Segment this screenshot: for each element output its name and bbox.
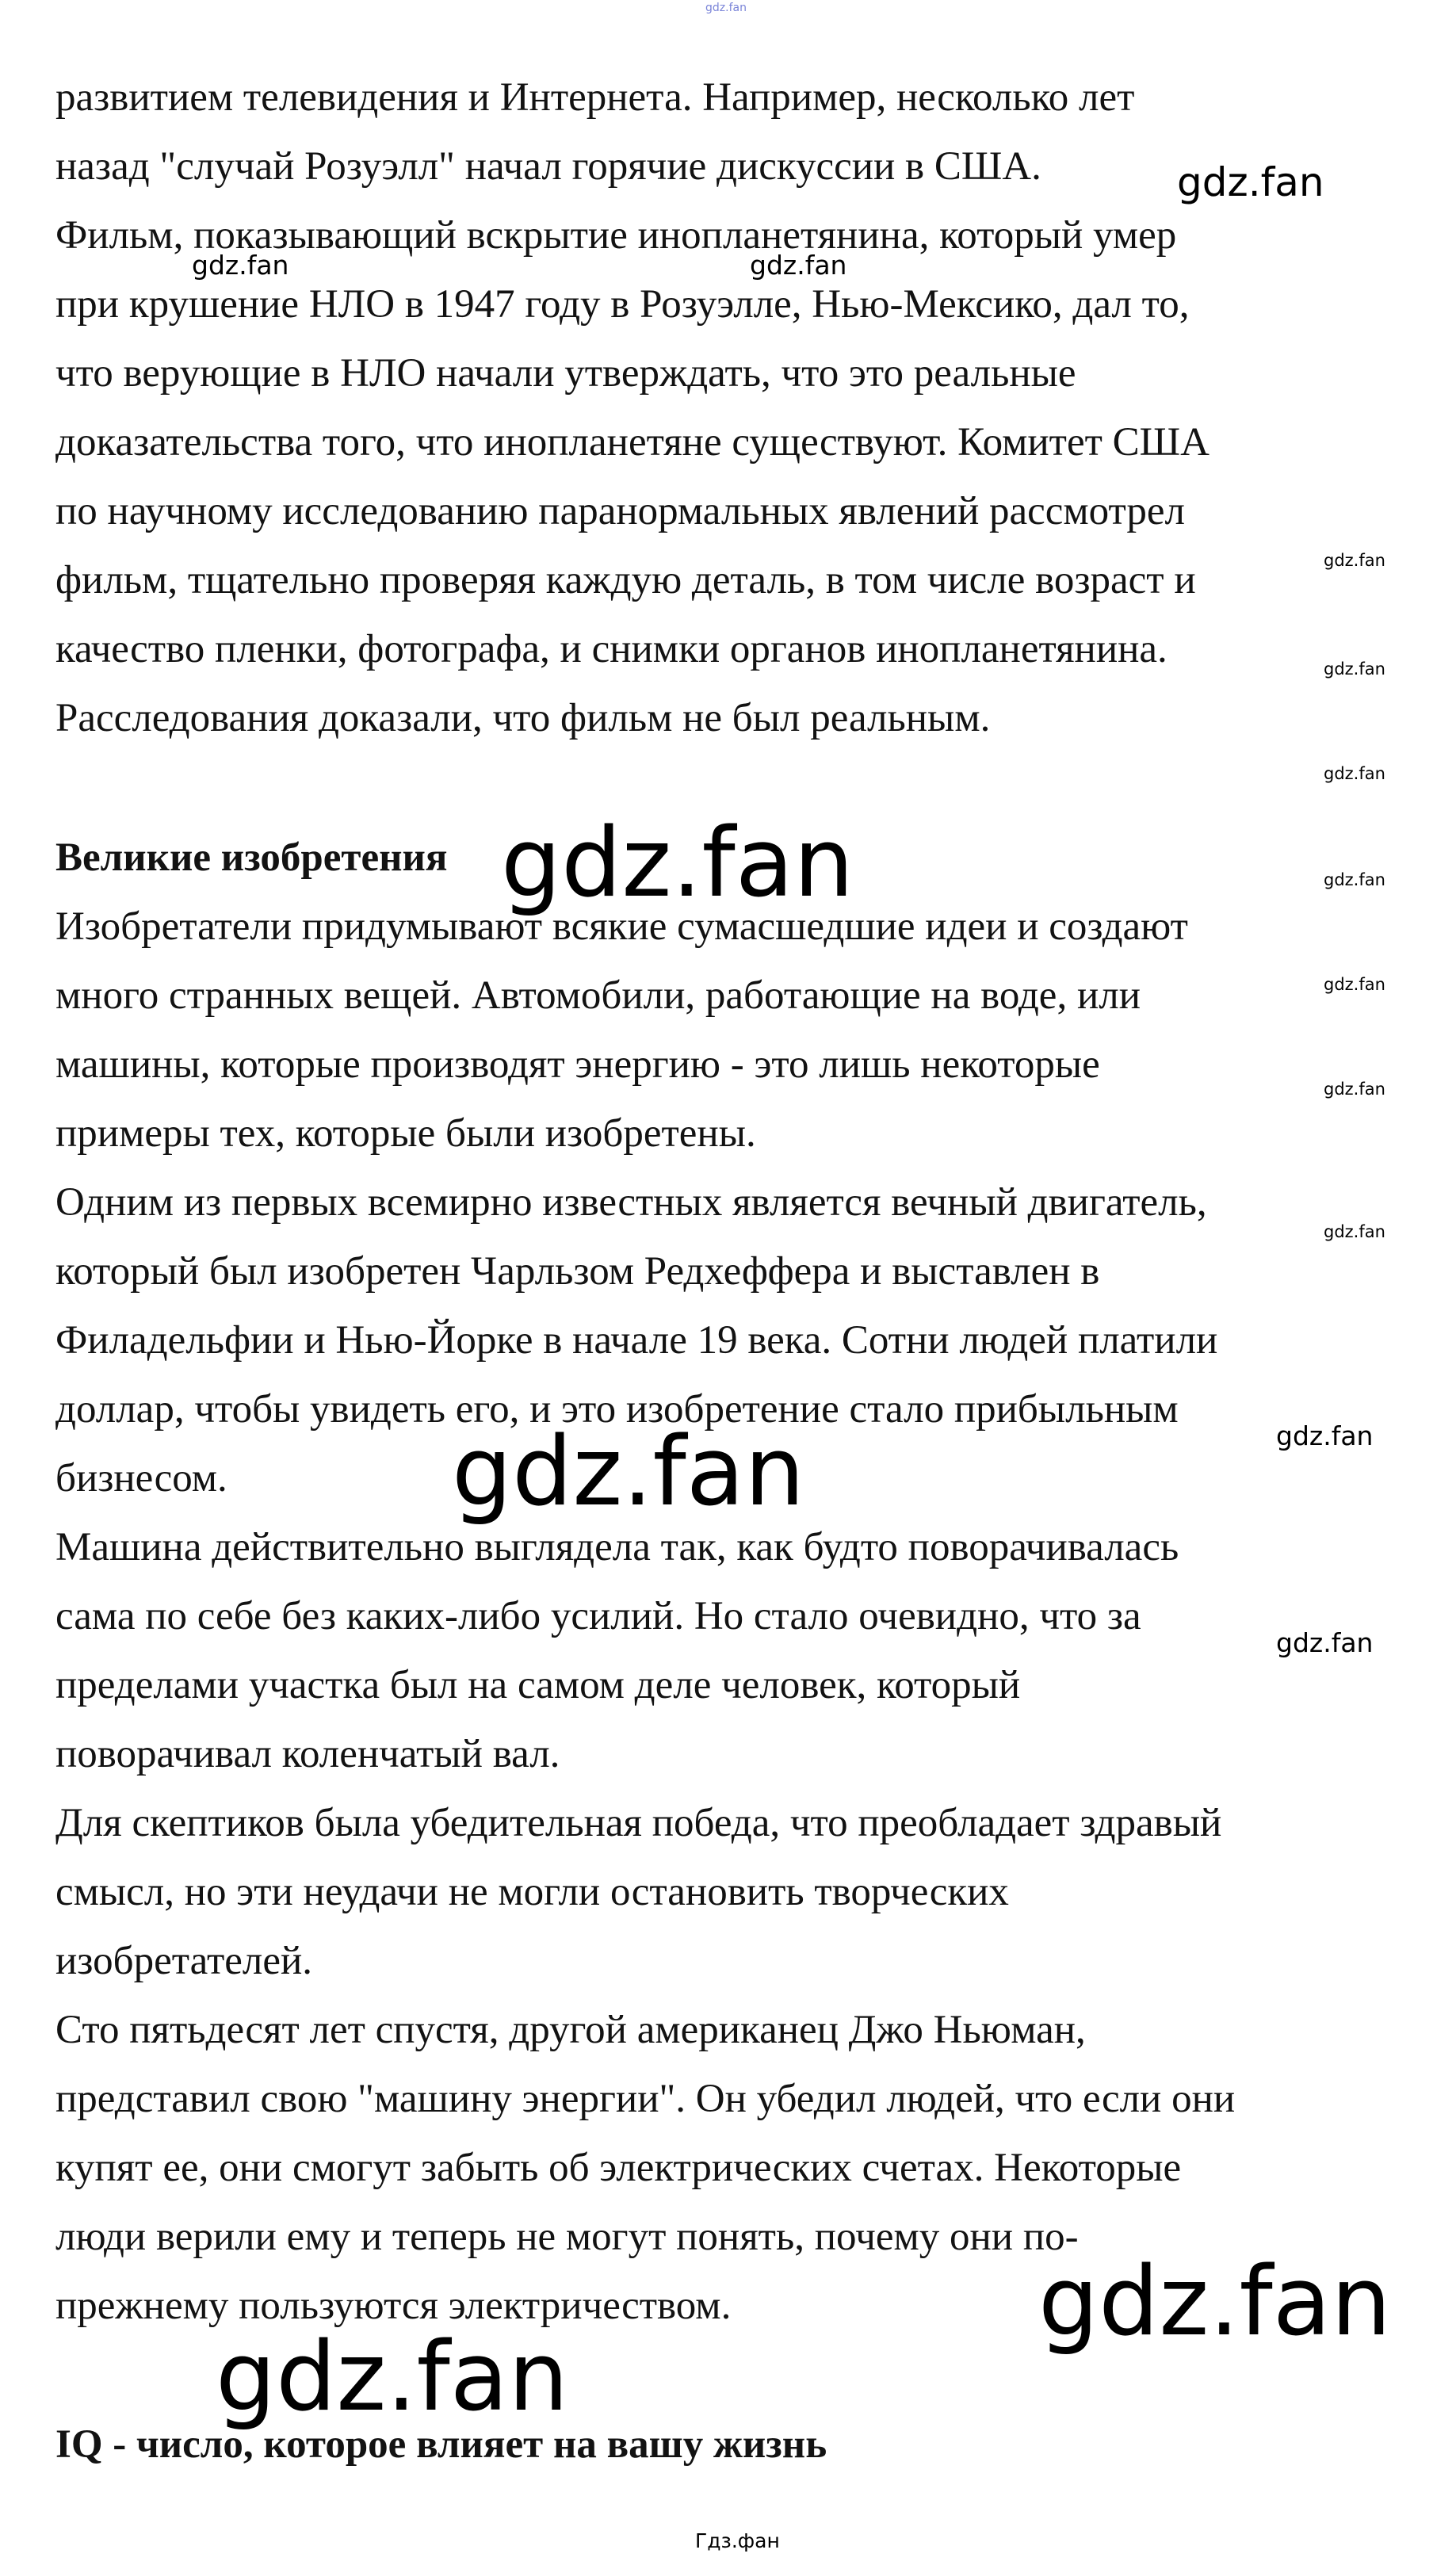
watermark: gdz.fan bbox=[1324, 551, 1385, 570]
text-line: который был изобретен Чарльзом Редхеффера и выставлен в bbox=[55, 1249, 1100, 1294]
text-line: Филадельфии и Нью-Йорке в начале 19 века. Сотни людей платили bbox=[55, 1318, 1218, 1363]
watermark: gdz.fan bbox=[1038, 2247, 1392, 2357]
text-line: много странных вещей. Автомобили, работающие на воде, или bbox=[55, 973, 1141, 1018]
text-line: смысл, но эти неудачи не могли остановить творческих bbox=[55, 1870, 1009, 1914]
text-line: прежнему пользуются электричеством. bbox=[55, 2284, 732, 2328]
text-line: назад "случай Розуэлл" начал горячие дискуссии в США. bbox=[55, 144, 1041, 189]
text-line: сама по себе без каких-либо усилий. Но стало очевидно, что за bbox=[55, 1594, 1141, 1638]
text-line: купят ее, они смогут забыть об электрических счетах. Некоторые bbox=[55, 2146, 1182, 2190]
text-line: представил свою "машину энергии". Он убедил людей, что если они bbox=[55, 2077, 1236, 2121]
watermark: gdz.fan bbox=[1324, 870, 1385, 889]
watermark: gdz.fan bbox=[1276, 1420, 1374, 1451]
watermark: gdz.fan bbox=[1324, 659, 1385, 679]
text-line: примеры тех, которые были изобретены. bbox=[55, 1111, 756, 1156]
watermark: gdz.fan bbox=[1177, 159, 1324, 205]
text-line: люди верили ему и теперь не могут понять, почему они по- bbox=[55, 2215, 1079, 2259]
text-line: пределами участка был на самом деле человек, который bbox=[55, 1663, 1021, 1707]
text-line: Машина действительно выглядела так, как будто поворачивалась bbox=[55, 1525, 1179, 1569]
text-line: доказательства того, что инопланетяне существуют. Комитет США bbox=[55, 420, 1210, 464]
watermark: gdz.fan bbox=[452, 1417, 805, 1527]
text-line: что верующие в НЛО начали утверждать, что это реальные bbox=[55, 351, 1076, 396]
text-line: поворачивал коленчатый вал. bbox=[55, 1732, 560, 1776]
watermark: gdz.fan bbox=[1276, 1627, 1374, 1658]
text-line: машины, которые производят энергию - это лишь некоторые bbox=[55, 1042, 1100, 1087]
text-line: Одним из первых всемирно известных является вечный двигатель, bbox=[55, 1180, 1207, 1225]
footer-watermark: Гдз.фан bbox=[695, 2529, 780, 2552]
text-line: Сто пятьдесят лет спустя, другой американец Джо Ньюман, bbox=[55, 2008, 1086, 2052]
watermark: gdz.fan bbox=[501, 808, 854, 919]
text-line: бизнесом. bbox=[55, 1456, 227, 1500]
text-line: фильм, тщательно проверяя каждую деталь, в том числе возраст и bbox=[55, 558, 1196, 602]
text-line: развитием телевидения и Интернета. Например, несколько лет bbox=[55, 75, 1135, 120]
text-line: по научному исследованию паранормальных явлений рассмотрел bbox=[55, 489, 1185, 533]
watermark: gdz.fan bbox=[1324, 1080, 1385, 1099]
watermark: gdz.fan bbox=[1324, 975, 1385, 994]
text-line: Расследования доказали, что фильм не был реальным. bbox=[55, 696, 991, 740]
watermark: gdz.fan bbox=[750, 250, 847, 281]
watermark: gdz.fan bbox=[192, 250, 289, 281]
text-line: Изобретатели придумывают всякие сумасшедшие идеи и создают bbox=[55, 904, 1188, 949]
text-line: качество пленки, фотографа, и снимки органов инопланетянина. bbox=[55, 627, 1167, 671]
section-heading-inventions: Великие изобретения bbox=[55, 835, 448, 880]
text-line: Фильм, показывающий вскрытие инопланетянина, который умер bbox=[55, 213, 1177, 258]
text-line: при крушение НЛО в 1947 году в Розуэлле, Нью-Мексико, дал то, bbox=[55, 282, 1190, 327]
watermark: gdz.fan bbox=[216, 2322, 569, 2433]
text-line: изобретателей. bbox=[55, 1939, 313, 1983]
text-line: Для скептиков была убедительная победа, что преобладает здравый bbox=[55, 1801, 1222, 1845]
section-heading-iq: IQ - число, которое влияет на вашу жизнь bbox=[55, 2422, 827, 2467]
text-line: доллар, чтобы увидеть его, и это изобретение стало прибыльным bbox=[55, 1387, 1179, 1432]
watermark: gdz.fan bbox=[1324, 1222, 1385, 1241]
header-watermark-tag: gdz.fan bbox=[705, 2, 747, 14]
watermark: gdz.fan bbox=[1324, 764, 1385, 783]
